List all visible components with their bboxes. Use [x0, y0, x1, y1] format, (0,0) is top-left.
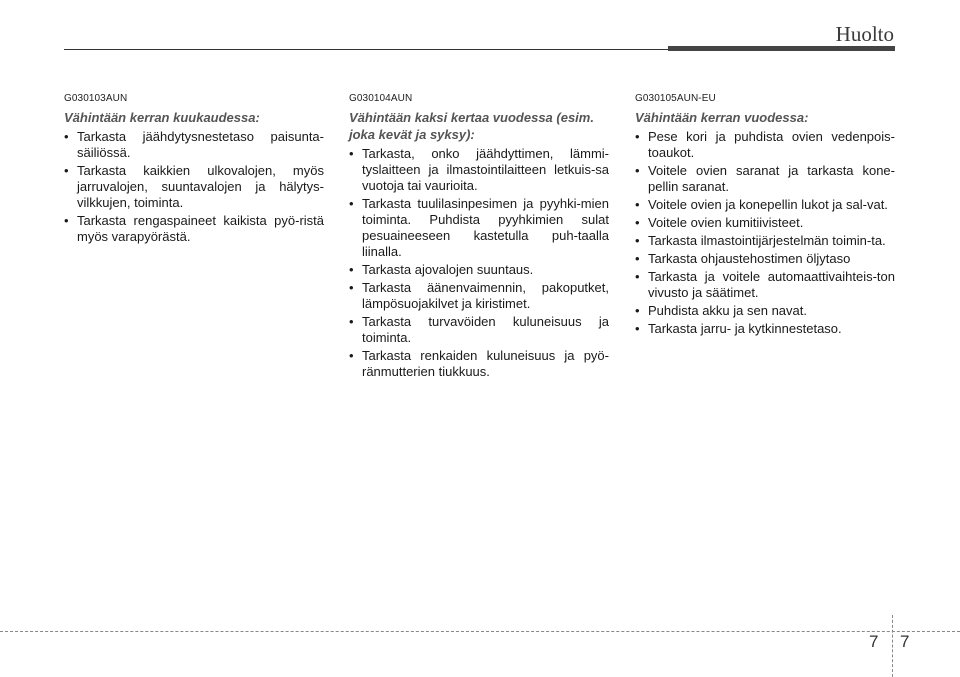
list-item — [349, 348, 609, 380]
bullet-icon: • — [349, 146, 354, 161]
bullet-icon: • — [635, 163, 640, 178]
list-item-text: Tarkasta renkaiden kuluneisuus ja pyö-ränmutterien tiukkuus. — [362, 348, 609, 379]
column-twice-yearly — [349, 93, 609, 382]
list-item-text: Tarkasta turvavöiden kuluneisuus ja toiminta. — [362, 314, 609, 345]
section-heading: Vähintään kerran kuukaudessa: — [64, 110, 260, 125]
footer-dashed-rule — [0, 631, 960, 632]
list-item — [635, 269, 895, 301]
list-item — [635, 215, 895, 231]
list-item — [349, 314, 609, 346]
bullet-icon: • — [635, 269, 640, 284]
list-item-text: Tarkasta ohjaustehostimen öljytaso — [648, 251, 851, 266]
bullet-icon: • — [64, 163, 69, 178]
section-code: G030104AUN — [349, 93, 413, 104]
list-item-text: Voitele ovien ja konepellin lukot ja sal-vat. — [648, 197, 888, 212]
list-item-text: Tarkasta kaikkien ulkovalojen, myös jarruvalojen, suuntavalojen ja hälytys-vilkkujen, toiminta. — [77, 163, 324, 210]
bullet-icon: • — [349, 314, 354, 329]
list-item — [635, 163, 895, 195]
section-code: G030105AUN-EU — [635, 93, 716, 104]
list-item-text: Tarkasta ajovalojen suuntaus. — [362, 262, 534, 277]
list-item — [635, 129, 895, 161]
list-item — [635, 303, 895, 319]
bullet-icon: • — [635, 129, 640, 144]
list-item-text: Puhdista akku ja sen navat. — [648, 303, 807, 318]
list-item — [349, 262, 609, 278]
header-bar — [668, 46, 895, 51]
list-item-text: Tarkasta, onko jäähdyttimen, lämmi-tyslaitteen ja ilmastointilaitteen letkuis-sa vuotoja tai vaurioita. — [362, 146, 609, 193]
list-item — [349, 146, 609, 194]
list-item — [64, 129, 324, 161]
list-item — [64, 213, 324, 245]
checklist — [64, 129, 324, 245]
bullet-icon: • — [64, 129, 69, 144]
bullet-icon: • — [64, 213, 69, 228]
page-number: 7 — [900, 632, 910, 651]
list-item — [64, 163, 324, 211]
bullet-icon: • — [349, 196, 354, 211]
list-item-text: Tarkasta tuulilasinpesimen ja pyyhki-mien toiminta. Puhdista pyyhkimien sulat pesuaineeseen kastetulla puh-taalla liinalla. — [362, 196, 609, 259]
list-item — [635, 251, 895, 267]
section-title: Huolto — [835, 22, 894, 46]
list-item-text: Tarkasta rengaspaineet kaikista pyö-ristä myös varapyörästä. — [77, 213, 324, 244]
bullet-icon: • — [635, 321, 640, 336]
bullet-icon: • — [635, 251, 640, 266]
chapter-number: 7 — [869, 632, 879, 651]
bullet-icon: • — [349, 262, 354, 277]
list-item — [349, 280, 609, 312]
list-item-text: Tarkasta ilmastointijärjestelmän toimin-ta. — [648, 233, 886, 248]
column-monthly — [64, 93, 324, 247]
header-rule — [64, 49, 668, 50]
list-item-text: Voitele ovien saranat ja tarkasta kone-pellin saranat. — [648, 163, 895, 194]
list-item — [635, 321, 895, 337]
section-heading: Vähintään kaksi kertaa vuodessa (esim. joka kevät ja syksy): — [349, 110, 594, 142]
section-code: G030103AUN — [64, 93, 128, 104]
list-item-text: Tarkasta ja voitele automaattivaihteis-ton vivusto ja säätimet. — [648, 269, 895, 300]
list-item-text: Pese kori ja puhdista ovien vedenpois-toaukot. — [648, 129, 895, 160]
checklist — [349, 146, 609, 380]
bullet-icon: • — [349, 348, 354, 363]
list-item — [349, 196, 609, 260]
list-item-text: Tarkasta äänenvaimennin, pakoputket, lämpösuojakilvet ja kiristimet. — [362, 280, 609, 311]
bullet-icon: • — [349, 280, 354, 295]
bullet-icon: • — [635, 197, 640, 212]
list-item — [635, 233, 895, 249]
list-item — [635, 197, 895, 213]
list-item-text: Tarkasta jarru- ja kytkinnestetaso. — [648, 321, 842, 336]
checklist — [635, 129, 895, 337]
list-item-text: Tarkasta jäähdytysnestetaso paisunta-säiliössä. — [77, 129, 324, 160]
bullet-icon: • — [635, 215, 640, 230]
list-item-text: Voitele ovien kumitiivisteet. — [648, 215, 804, 230]
bullet-icon: • — [635, 303, 640, 318]
bullet-icon: • — [635, 233, 640, 248]
column-yearly — [635, 93, 895, 339]
section-heading: Vähintään kerran vuodessa: — [635, 110, 809, 125]
footer-dashed-divider — [892, 615, 893, 677]
